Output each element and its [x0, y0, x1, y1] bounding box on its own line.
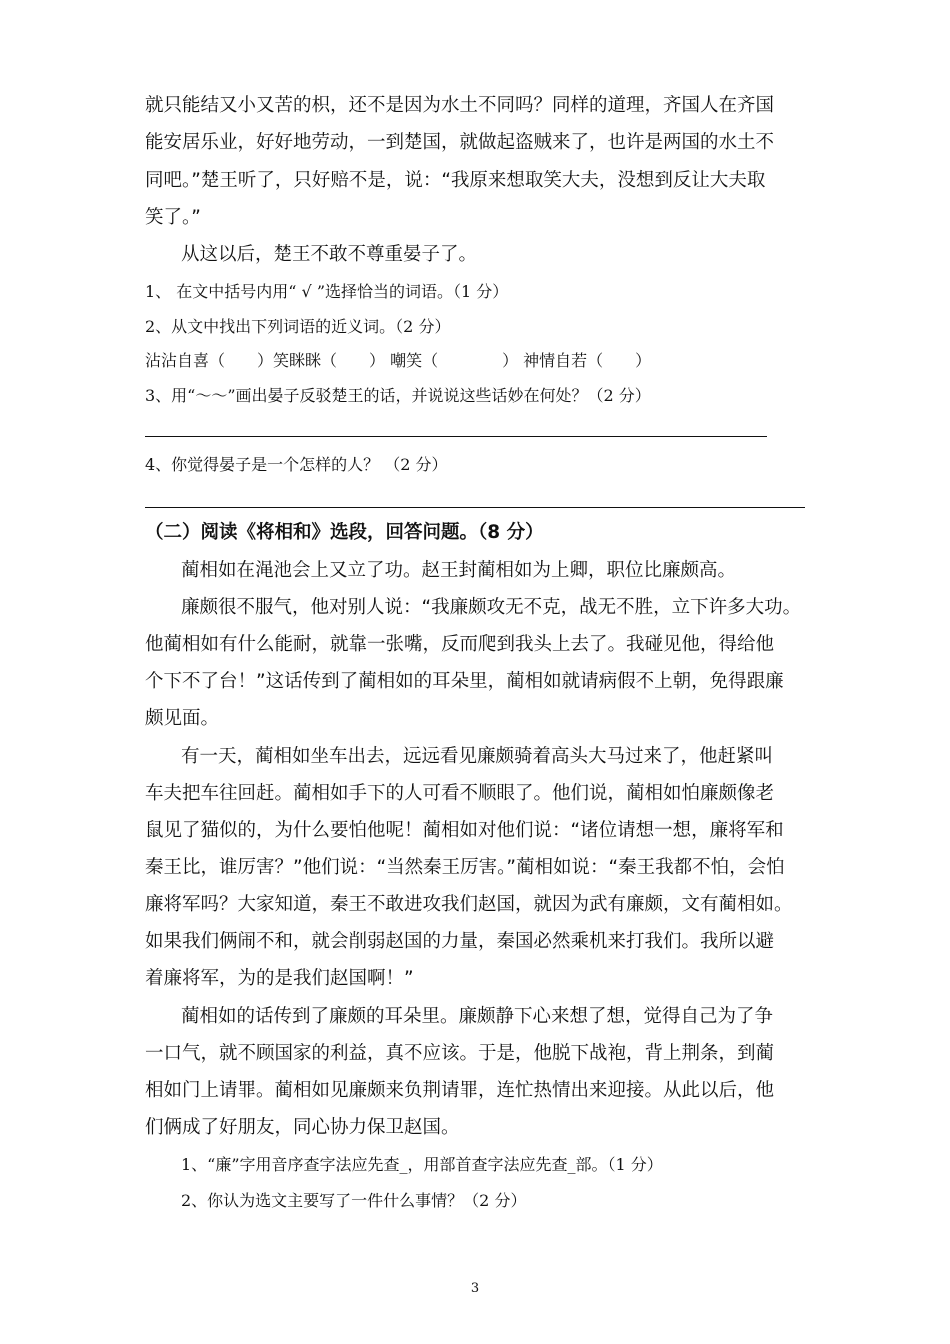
section2-line-8: 鼠见了猫似的，为什么要怕他呢！蔺相如对他们说：“诸位请想一想，廉将军和 [145, 820, 784, 841]
section2-line-10: 廉将军吗？大家知道，秦王不敢进攻我们赵国，就因为武有廉颇，文有蔺相如。 [145, 894, 793, 915]
question1-2-words: 沾沾自喜（ ）笑眯眯（ ） 嘲笑（ ） 神情自若（ ） [145, 351, 652, 370]
section2-line-1: 蔺相如在渑池会上又立了功。赵王封蔺相如为上卿，职位比廉颇高。 [181, 560, 737, 581]
section2-line-4: 个下不了台！”这话传到了蔺相如的耳朵里，蔺相如就请病假不上朝，免得跟廉 [145, 671, 784, 692]
section2-line-5: 颇见面。 [145, 708, 220, 729]
section2-line-16: 们俩成了好朋友，同心协力保卫赵国。 [145, 1117, 460, 1138]
page-number: 3 [470, 1281, 480, 1296]
section2-heading: （二）阅读《将相和》选段，回答问题。（8 分） [145, 522, 544, 543]
question2-2: 2、你认为选文主要写了一件什么事情？（2 分） [181, 1191, 527, 1210]
question1-4: 4、你觉得晏子是一个怎样的人？ （2 分） [145, 455, 448, 474]
section2-line-9: 秦王比，谁厉害？”他们说：“当然秦王厉害。”蔺相如说：“秦王我都不怕，会怕 [145, 857, 785, 878]
question1-3: 3、用“～～”画出晏子反驳楚王的话，并说说这些话妙在何处？（2 分） [145, 386, 651, 405]
passage1-line-2: 能安居乐业，好好地劳动，一到楚国，就做起盗贼来了，也许是两国的水土不 [145, 132, 775, 153]
passage1-line-5: 从这以后，楚王不敢不尊重晏子了。 [181, 244, 478, 265]
section2-line-7: 车夫把车往回赶。蔺相如手下的人可看不顺眼了。他们说，蔺相如怕廉颇像老 [145, 783, 775, 804]
passage1-line-3: 同吧。”楚王听了，只好赔不是，说：“我原来想取笑大夫，没想到反让大夫取 [145, 170, 766, 191]
section2-line-14: 一口气，就不顾国家的利益，真不应该。于是，他脱下战袍，背上荆条，到蔺 [145, 1043, 775, 1064]
passage1-line-1: 就只能结又小又苦的枳，还不是因为水土不同吗？同样的道理，齐国人在齐国 [145, 95, 775, 116]
question1-1: 1、 在文中括号内用“ √ ”选择恰当的词语。（1 分） [145, 282, 509, 301]
section2-line-11: 如果我们俩闹不和，就会削弱赵国的力量，秦国必然乘机来打我们。我所以避 [145, 931, 775, 952]
answer-line-q4[interactable] [145, 507, 805, 508]
section2-line-2: 廉颇很不服气，他对别人说：“我廉颇攻无不克，战无不胜，立下许多大功。 [181, 597, 802, 618]
section2-line-13: 蔺相如的话传到了廉颇的耳朵里。廉颇静下心来想了想，觉得自己为了争 [181, 1006, 774, 1027]
passage1-line-4: 笑了。” [145, 207, 201, 228]
section2-line-12: 着廉将军，为的是我们赵国啊！” [145, 968, 414, 989]
section2-line-15: 相如门上请罪。蔺相如见廉颇来负荆请罪，连忙热情出来迎接。从此以后，他 [145, 1080, 775, 1101]
question1-2: 2、从文中找出下列词语的近义词。（2 分） [145, 317, 451, 336]
section2-line-6: 有一天，蔺相如坐车出去，远远看见廉颇骑着高头大马过来了，他赶紧叫 [181, 746, 774, 767]
answer-line-q3[interactable] [145, 436, 767, 437]
question2-1: 1、“廉”字用音序查字法应先查_，用部首查字法应先查_部。（1 分） [181, 1155, 663, 1174]
section2-line-3: 他蔺相如有什么能耐，就靠一张嘴，反而爬到我头上去了。我碰见他，得给他 [145, 634, 775, 655]
